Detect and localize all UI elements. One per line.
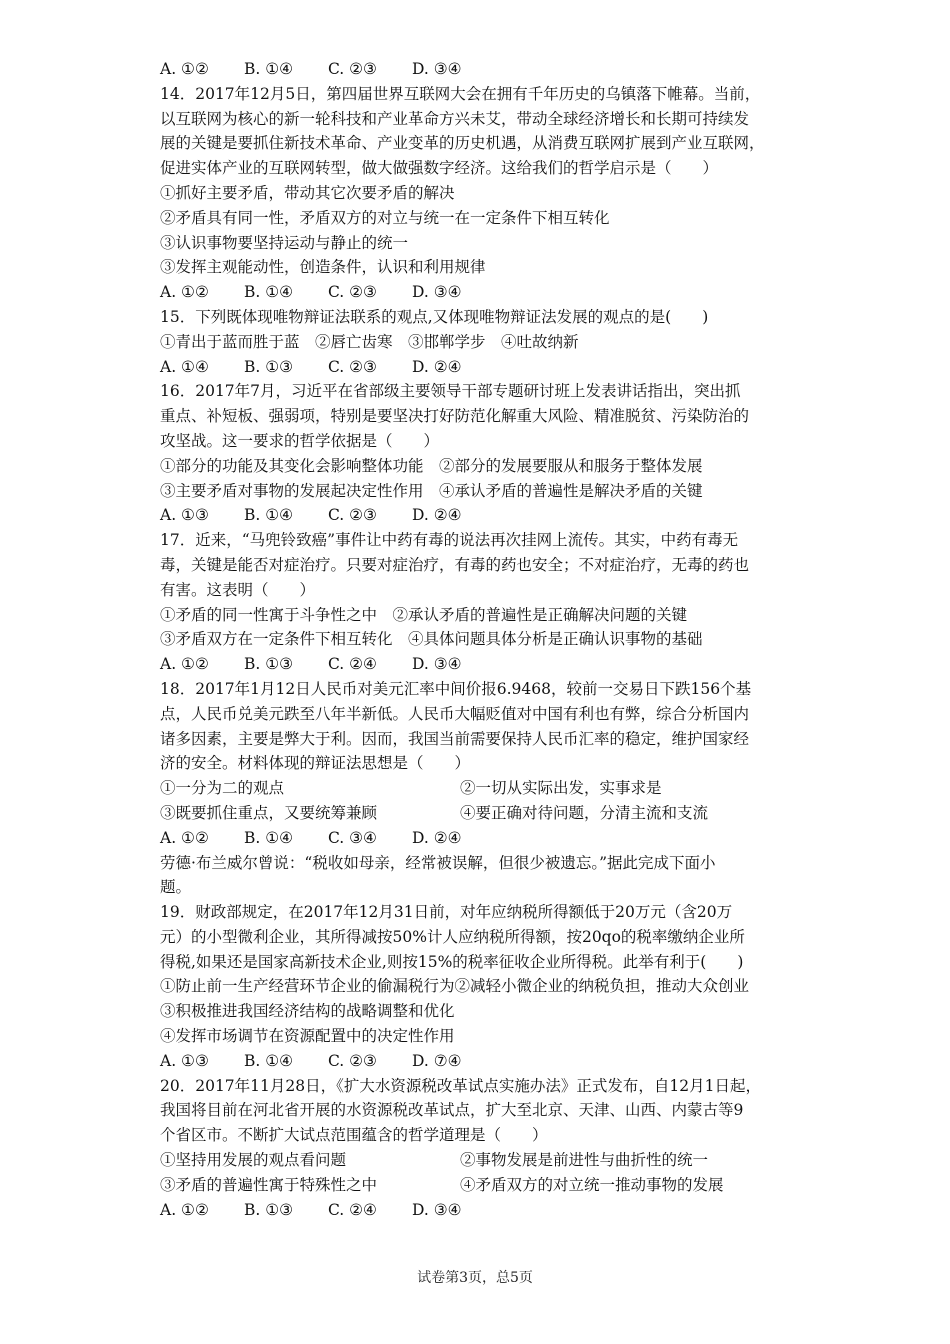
- choice-item: ③既要抓住重点，又要统筹兼顾: [160, 803, 378, 822]
- question-stem-line: 济的安全。材料体现的辩证法思想是（ ）: [160, 754, 471, 773]
- question-14: [160, 82, 796, 305]
- question-stem-line: 元）的小型微利企业，其所得减按50%计人应纳税所得额，按20qo的税率缴纳企业所: [160, 927, 745, 946]
- option-c: C. ②③: [328, 1051, 377, 1070]
- choice-item: ②事物发展是前进性与曲折性的统一: [460, 1151, 709, 1170]
- choice-items-row: [160, 1173, 796, 1198]
- option-b: B. ①④: [244, 506, 294, 525]
- page-content: [160, 57, 796, 1222]
- option-a: A. ①②: [160, 1200, 209, 1219]
- question-18: [160, 677, 796, 851]
- option-a: A. ①②: [160, 283, 209, 302]
- option-d: D. ②④: [412, 357, 462, 376]
- question-stem-line: 17．近来，“马兜铃致癌”事件让中药有毒的说法再次挂网上流传。其实，中药有毒无: [160, 531, 739, 550]
- question-stem-line: 点，人民币兑美元跌至八年半新低。人民币大幅贬值对中国有利也有弊，综合分析国内: [160, 704, 750, 723]
- q19-options: [160, 1049, 796, 1074]
- quote-line: 劳德·布兰威尔曾说：“税收如母亲，经常被误解，但很少被遗忘。”据此完成下面小: [160, 853, 716, 872]
- option-d: D. ②④: [412, 828, 462, 847]
- option-b: B. ①③: [244, 357, 294, 376]
- option-d: D. ③④: [412, 60, 462, 78]
- question-stem-line: 展的关键是要抓住新技术革命、产业变革的历史机遇，从消费互联网扩展到产业互联网，: [160, 134, 765, 153]
- choice-items-line: ①青出于蓝而胜于蓝 ②唇亡齿寒 ③邯郸学步 ④吐故纳新: [160, 332, 579, 351]
- option-d: D. ③④: [412, 283, 462, 302]
- quote-line: 题。: [160, 878, 192, 897]
- q15-options: [160, 355, 796, 380]
- question-stem-line: 有害。这表明（ ）: [160, 580, 316, 599]
- option-b: B. ①③: [244, 1200, 294, 1219]
- question-stem-line: 攻坚战。这一要求的哲学依据是（ ）: [160, 431, 440, 450]
- choice-item: ③认识事物要坚持运动与静止的统一: [160, 233, 409, 252]
- option-c: C. ②③: [328, 357, 377, 376]
- question-stem-line: 得税,如果还是国家高新技术企业,则按15%的税率征收企业所得税。此举有利于( ): [160, 952, 744, 971]
- choice-item: ②矛盾具有同一性，矛盾双方的对立与统一在一定条件下相互转化: [160, 208, 610, 227]
- option-b: B. ①④: [244, 828, 294, 847]
- question-stem-line: 18．2017年1月12日人民币对美元汇率中间价报6.9468，较前一交易日下跌156个基: [160, 679, 752, 698]
- question-stem-line: 15．下列既体现唯物辩证法联系的观点,又体现唯物辩证法发展的观点的是( ): [160, 307, 709, 326]
- option-d: D. ②④: [412, 506, 462, 525]
- question-17: [160, 528, 796, 677]
- quote-block: [160, 851, 796, 901]
- option-d: D. ③④: [412, 655, 462, 674]
- q18-options: [160, 826, 796, 851]
- choice-item: ②一切从实际出发，实事求是: [460, 779, 662, 798]
- choice-item: ①防止前一生产经营环节企业的偷漏税行为②减轻小微企业的纳税负担，推动大众创业: [160, 977, 750, 996]
- q16-options: [160, 503, 796, 528]
- option-a: A. ①③: [160, 1051, 209, 1070]
- question-stem-line: 19．财政部规定，在2017年12月31日前，对年应纳税所得额低于20万元（含20万: [160, 903, 733, 922]
- q14-options: [160, 280, 796, 305]
- option-d: D. ⑦④: [412, 1051, 462, 1070]
- choice-items-line: ①部分的功能及其变化会影响整体功能 ②部分的发展要服从和服务于整体发展: [160, 456, 703, 475]
- choice-items-row: [160, 1148, 796, 1173]
- choice-item: ④要正确对待问题，分清主流和支流: [460, 803, 709, 822]
- question-stem-line: 14．2017年12月5日，第四届世界互联网大会在拥有千年历史的乌镇落下帷幕。当前，: [160, 84, 761, 103]
- choice-items-row: [160, 776, 796, 801]
- choice-items-line: ①矛盾的同一性寓于斗争性之中 ②承认矛盾的普遍性是正确解决问题的关键: [160, 605, 688, 624]
- option-c: C. ②③: [328, 506, 377, 525]
- question-16: [160, 379, 796, 528]
- question-stem-line: 诸多因素，主要是弊大于利。因而，我国当前需要保持人民币汇率的稳定，维护国家经: [160, 729, 750, 748]
- option-b: B. ①④: [244, 283, 294, 302]
- q20-options: [160, 1198, 796, 1223]
- option-d: D. ③④: [412, 1200, 462, 1219]
- option-c: C. ②④: [328, 655, 377, 674]
- q13-options: [160, 57, 796, 82]
- option-c: C. ③④: [328, 828, 377, 847]
- question-stem-line: 以互联网为核心的新一轮科技和产业革命方兴未艾，带动全球经济增长和长期可持续发: [160, 109, 750, 128]
- question-stem-line: 重点、补短板、强弱项，特别是要坚决打好防范化解重大风险、精准脱贫、污染防治的: [160, 407, 750, 426]
- question-stem-line: 16．2017年7月，习近平在省部级主要领导干部专题研讨班上发表讲话指出，突出抓: [160, 382, 741, 401]
- question-stem-line: 毒，关键是能否对症治疗。只要对症治疗，有毒的药也安全；不对症治疗，无毒的药也: [160, 555, 750, 574]
- choice-item: ①抓好主要矛盾，带动其它次要矛盾的解决: [160, 183, 455, 202]
- option-a: A. ①②: [160, 60, 209, 78]
- option-c: C. ②③: [328, 283, 377, 302]
- choice-item: ④矛盾双方的对立统一推动事物的发展: [460, 1175, 724, 1194]
- choice-item: ④发挥市场调节在资源配置中的决定性作用: [160, 1027, 455, 1046]
- q17-options: [160, 652, 796, 677]
- choice-items-line: ③矛盾双方在一定条件下相互转化 ④具体问题具体分析是正确认识事物的基础: [160, 630, 703, 649]
- option-b: B. ①④: [244, 60, 294, 78]
- option-c: C. ②④: [328, 1200, 377, 1219]
- option-a: A. ①②: [160, 828, 209, 847]
- option-b: B. ①③: [244, 655, 294, 674]
- question-stem-line: 促进实体产业的互联网转型，做大做强数字经济。这给我们的哲学启示是（ ）: [160, 159, 719, 178]
- question-20: [160, 1074, 796, 1223]
- choice-items-line: ③主要矛盾对事物的发展起决定性作用 ④承认矛盾的普遍性是解决矛盾的关键: [160, 481, 703, 500]
- question-15: [160, 305, 796, 379]
- option-a: A. ①③: [160, 506, 209, 525]
- option-a: A. ①②: [160, 655, 209, 674]
- choice-item: ③积极推进我国经济结构的战略调整和优化: [160, 1002, 455, 1021]
- option-c: C. ②③: [328, 60, 377, 78]
- choice-item: ③发挥主观能动性，创造条件，认识和利用规律: [160, 258, 486, 277]
- option-b: B. ①④: [244, 1051, 294, 1070]
- choice-item: ③矛盾的普遍性寓于特殊性之中: [160, 1175, 378, 1194]
- choice-item: ①一分为二的观点: [160, 779, 285, 798]
- choice-item: ①坚持用发展的观点看问题: [160, 1151, 347, 1170]
- question-stem-line: 20．2017年11月28日，《扩大水资源税改革试点实施办法》正式发布，自12月1日起，: [160, 1076, 761, 1095]
- choice-items-row: [160, 801, 796, 826]
- question-stem-line: 个省区市。不断扩大试点范围蕴含的哲学道理是（ ）: [160, 1126, 548, 1145]
- page-footer: 试卷第3页，总5页: [417, 1270, 533, 1286]
- question-19: [160, 900, 796, 1074]
- question-stem-line: 我国将目前在河北省开展的水资源税改革试点，扩大至北京、天津、山西、内蒙古等9: [160, 1101, 744, 1120]
- option-a: A. ①④: [160, 357, 209, 376]
